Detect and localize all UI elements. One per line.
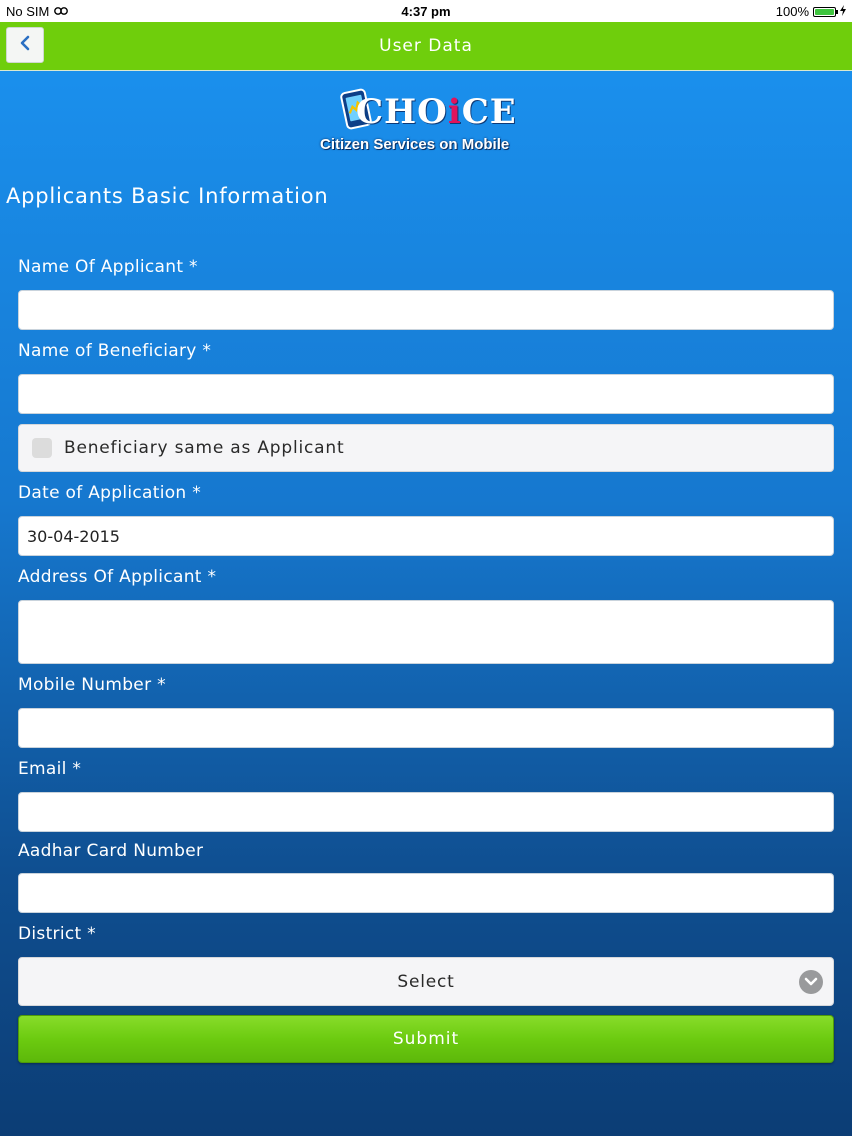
applicant-name-input[interactable] <box>18 290 834 330</box>
logo-word-prefix: CHO <box>356 92 448 132</box>
district-select[interactable] <box>18 957 834 1006</box>
email-label: Email * <box>18 759 82 779</box>
choice-logo <box>318 86 538 158</box>
status-bar <box>0 0 852 22</box>
date-label: Date of Application * <box>18 483 202 503</box>
same-as-applicant-checkbox[interactable] <box>32 438 52 458</box>
email-input[interactable] <box>18 792 834 832</box>
battery-fill <box>815 9 834 15</box>
district-label: District * <box>18 924 96 944</box>
logo-word-accent: i <box>447 92 462 132</box>
logo-wordmark <box>356 92 517 132</box>
battery-percent: 100% <box>775 4 809 19</box>
aadhar-input[interactable] <box>18 873 834 913</box>
address-textarea[interactable] <box>18 600 834 664</box>
mobile-input[interactable] <box>18 708 834 748</box>
date-input[interactable] <box>18 516 834 556</box>
applicant-name-label: Name Of Applicant * <box>18 257 198 277</box>
same-as-applicant-checkbox-row[interactable] <box>18 424 834 472</box>
submit-button[interactable]: Submit <box>18 1015 834 1063</box>
district-selected-value: Select <box>397 972 455 992</box>
logo-tagline: Citizen Services on Mobile <box>320 136 510 153</box>
charging-icon <box>840 4 846 19</box>
logo-word-suffix: CE <box>461 92 517 132</box>
same-as-applicant-label: Beneficiary same as Applicant <box>64 438 345 458</box>
status-time: 4:37 pm <box>401 4 451 19</box>
status-right <box>776 4 846 19</box>
nav-bar <box>0 22 852 71</box>
mobile-label: Mobile Number * <box>18 675 166 695</box>
beneficiary-name-label: Name of Beneficiary * <box>18 341 212 361</box>
aadhar-label: Aadhar Card Number <box>18 841 204 861</box>
page-title: User Data <box>379 36 473 56</box>
chevron-down-icon <box>799 970 823 994</box>
section-title: Applicants Basic Information <box>6 184 329 208</box>
battery-icon <box>813 7 836 17</box>
carrier-label: No SIM <box>6 4 50 19</box>
beneficiary-name-input[interactable] <box>18 374 834 414</box>
address-label: Address Of Applicant * <box>18 567 217 587</box>
